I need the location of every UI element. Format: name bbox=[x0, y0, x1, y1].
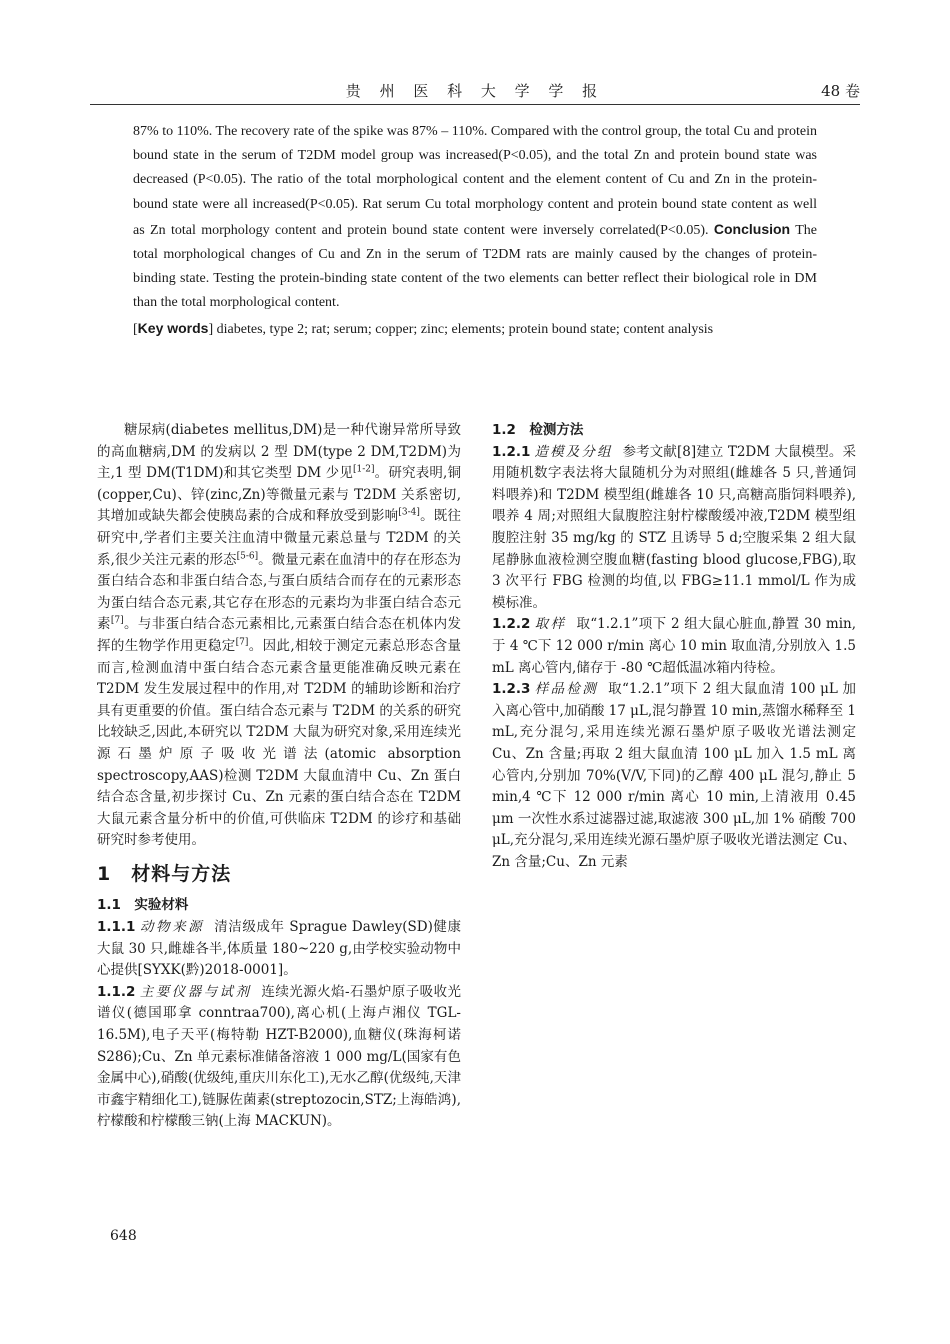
subsection-heading: 1.1 实验材料 bbox=[97, 897, 189, 914]
citation: [3-4] bbox=[398, 507, 420, 518]
subsection-paragraph: 1.2.3 样品检测 取“1.2.1”项下 2 组大鼠血清 100 μL 加入离心管中,加硝酸 17 μL,混匀静置 10 min,蒸馏水稀释至 1 mL,充分混匀,采用连续光源石墨炉原子吸收光谱法测定 Cu、Zn 含量;再取 2 组大鼠血清 100 μL 加入 1.5 mL 离心管内,分别加 70%(V/V,下同)的乙醇 400 μL 混匀,静止 5 min,4 ℃下 12 000 r/min 离心 10 min,上清液用 0.45 μm 一次性水系过滤器过滤,取滤液 300 μL,加 1% 硝酸 700 μL,充分混匀,采用连续光源石墨炉原子吸收光谱法测定 Cu、Zn 含量;Cu、Zn 元素 bbox=[492, 681, 856, 870]
section-heading: 1 材料与方法 bbox=[97, 862, 232, 885]
subsection-paragraph: 1.1.1 动物来源 清洁级成年 Sprague Dawley(SD)健康大鼠 30 只,雌雄各半,体质量 180~220 g,由学校实验动物中心提供[SYXK(黔)2018-0001]。 bbox=[97, 919, 461, 979]
key-words: [Key words] diabetes, type 2; rat; serum; copper; zinc; elements; protein bound state; content analysis bbox=[133, 319, 714, 337]
introduction-paragraph: 糖尿病(diabetes mellitus,DM)是一种代谢异常所导致的高血糖病,DM 的发病以 2 型 DM(type 2 DM,T2DM)为主,1 型 DM(T1DM)和其它类型 DM 少见[1-2]。研究表明,铜(copper,Cu)、锌(zinc,Zn)等微量元素与 T2DM 关系密切,其增加或缺失都会使胰岛素的合成和释放受到影响[3-4]。既往研究中,学者们主要关注血清中微量元素总量与 T2DM 的关系,很少关注元素的形态[5-6]。微量元素在血清中的存在形态为蛋白结合态和非蛋白结合态,与蛋白质结合而存在的元素形态为蛋白结合态元素,其它存在形态的元素均为非蛋白结合态元素[7]。与非蛋白结合态元素相比,元素蛋白结合态在机体内发挥的生物学作用更稳定[7]。因此,相较于测定元素总形态含量而言,检测血清中蛋白结合态元素含量更能准确反映元素在 T2DM 发生发展过程中的作用,对 T2DM 的辅助诊断和治疗具有更重要的价值。蛋白结合态元素与 T2DM 的关系的研究比较缺乏,因此,本研究以 T2DM 大鼠为研究对象,采用连续光源石墨炉原子吸收光谱法(atomic absorption spectroscopy,AAS)检测 T2DM 大鼠血清中 Cu、Zn 蛋白结合态含量,初步探讨 Cu、Zn 元素的蛋白结合态在 T2DM 大鼠元素含量分析中的价值,可供临床 T2DM 的诊疗和基础研究时参考使用。 bbox=[97, 422, 462, 849]
subsection-paragraph: 1.2.1 造模及分组 参考文献[8]建立 T2DM 大鼠模型。采用随机数字表法将大鼠随机分为对照组(雌雄各 5 只,普通饲料喂养)和 T2DM 模型组(雌雄各 10 只,高糖高脂饲料喂养),喂养 4 周;对照组大鼠腹腔注射柠檬酸缓冲液,T2DM 模型组腹腔注射 35 mg/kg 的 STZ 且诱导 5 d;空腹采集 2 组大鼠尾静脉血液检测空腹血糖(fasting blood glucose,FBG),取 3 次平行 FBG 检测的均值,以 FBG≥11.1 mmol/L 作为成模标准。 bbox=[492, 443, 856, 611]
citation: [7] bbox=[110, 615, 124, 626]
volume-label: 48 卷 bbox=[821, 82, 860, 100]
left-column bbox=[97, 420, 461, 1133]
page-number: 648 bbox=[110, 1228, 137, 1244]
citation: [7] bbox=[235, 637, 249, 648]
running-header bbox=[90, 80, 860, 102]
abstract-results: 87% to 110%. The recovery rate of the spike was 87% – 110%. Compared with the control group, the total Cu and protein bound state in the serum of T2DM model group was increased(P<0.05), and the total Zn and protein bound state was decreased (P<0.05). The ratio of the total morphological content and the element content of Cu and Zn in the protein-bound state were all increased(P<0.05). Rat serum Cu total morphology content and protein bound state content as well as Zn total morphology content and protein bound state content were inversely correlated(P<0.05). Conclusion The total morphological changes of Cu and Zn in the serum of T2DM rats are mainly caused by the changes of protein-binding state. Testing the protein-binding state content of the two elements can better reflect their biological role in DM than the total morphological content. bbox=[133, 124, 818, 311]
journal-title: 贵 州 医 科 大 学 学 报 bbox=[345, 82, 605, 100]
subsection-paragraph: 1.2.2 取样 取“1.2.1”项下 2 组大鼠心脏血,静置 30 min,于 4 ℃下 12 000 r/min 离心 10 min 取血清,分别放入 1.5 mL 离心管内,储存于 -80 ℃超低温冰箱内待检。 bbox=[492, 616, 857, 676]
citation: [1-2] bbox=[353, 464, 375, 475]
right-column bbox=[492, 420, 856, 873]
subsection-heading: 1.2 检测方法 bbox=[492, 422, 584, 438]
header-rule bbox=[90, 104, 860, 105]
key-words-label: Key words bbox=[137, 319, 209, 336]
english-abstract bbox=[133, 120, 817, 342]
subsection-paragraph: 1.1.2 主要仪器与试剂 连续光源火焰-石墨炉原子吸收光谱仪(德国耶拿 conntraa700),离心机(上海卢湘仪 TGL-16.5M),电子天平(梅特勒 HZT-B2000),血糖仪(珠海柯诺 S286);Cu、Zn 单元素标准储备溶液 1 000 mg/L(国家有色金属中心),硝酸(优级纯,重庆川东化工),无水乙醇(优级纯,天津市鑫宇精细化工),链脲佐菌素(streptozocin,STZ;上海皓鸿),柠檬酸和柠檬酸三钠(上海 MACKUN)。 bbox=[97, 983, 462, 1130]
citation: [5-6] bbox=[236, 551, 259, 562]
conclusion-label: Conclusion bbox=[713, 220, 791, 237]
